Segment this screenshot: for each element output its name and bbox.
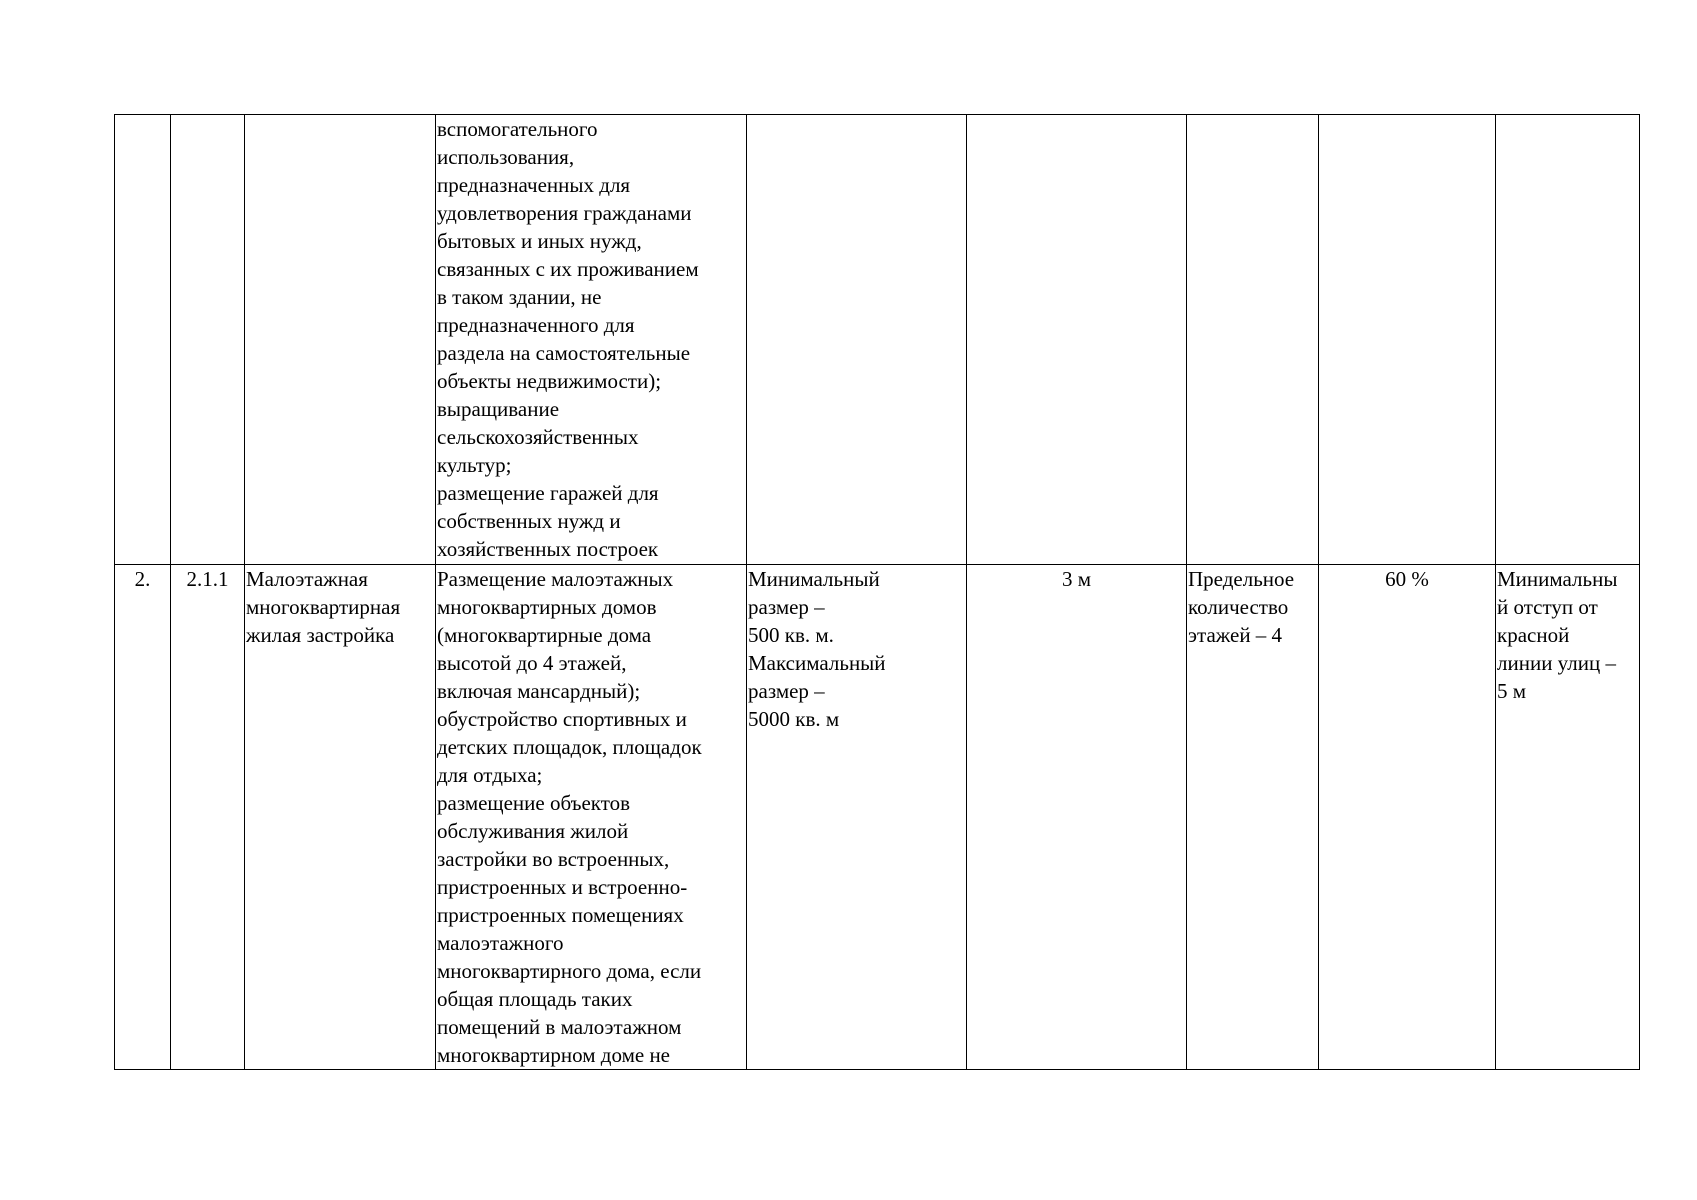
floors-cell: Предельное количество этажей – 4 — [1187, 565, 1319, 1070]
table-row — [115, 115, 1640, 565]
coverage-cell — [1319, 115, 1496, 565]
land-use-name-cell: Малоэтажная многоквартирная жилая застройка — [245, 565, 436, 1070]
code-cell: 2.1.1 — [171, 565, 245, 1070]
red-line-setback-cell: Минимальны й отступ от красной линии улиц – 5 м — [1496, 565, 1640, 1070]
regulations-table — [114, 114, 1640, 1070]
description-cell: Размещение малоэтажных многоквартирных домов (многоквартирные дома высотой до 4 этажей, включая мансардный); обустройство спортивных и детских площадок, площадок для отдыха; размещение объектов обслуживания жилой застройки во встроенных, пристроенных и встроенно- пристроенных помещениях малоэтажного многоквартирного дома, если общая площадь таких помещений в малоэтажном многоквартирном доме не — [436, 565, 747, 1070]
land-use-name-cell — [245, 115, 436, 565]
setback-cell — [967, 115, 1187, 565]
red-line-setback-cell — [1496, 115, 1640, 565]
plot-size-cell: Минимальный размер – 500 кв. м. Максимальный размер – 5000 кв. м — [747, 565, 967, 1070]
description-cell: вспомогательного использования, предназначенных для удовлетворения гражданами бытовых и иных нужд, связанных с их проживанием в таком здании, не предназначенного для раздела на самостоятельные объекты недвижимости); выращивание сельскохозяйственных культур; размещение гаражей для собственных нужд и хозяйственных построек — [436, 115, 747, 565]
floors-cell — [1187, 115, 1319, 565]
setback-cell: 3 м — [967, 565, 1187, 1070]
row-number-cell: 2. — [115, 565, 171, 1070]
plot-size-cell — [747, 115, 967, 565]
table-row — [115, 565, 1640, 1070]
coverage-cell: 60 % — [1319, 565, 1496, 1070]
row-number-cell — [115, 115, 171, 565]
code-cell — [171, 115, 245, 565]
